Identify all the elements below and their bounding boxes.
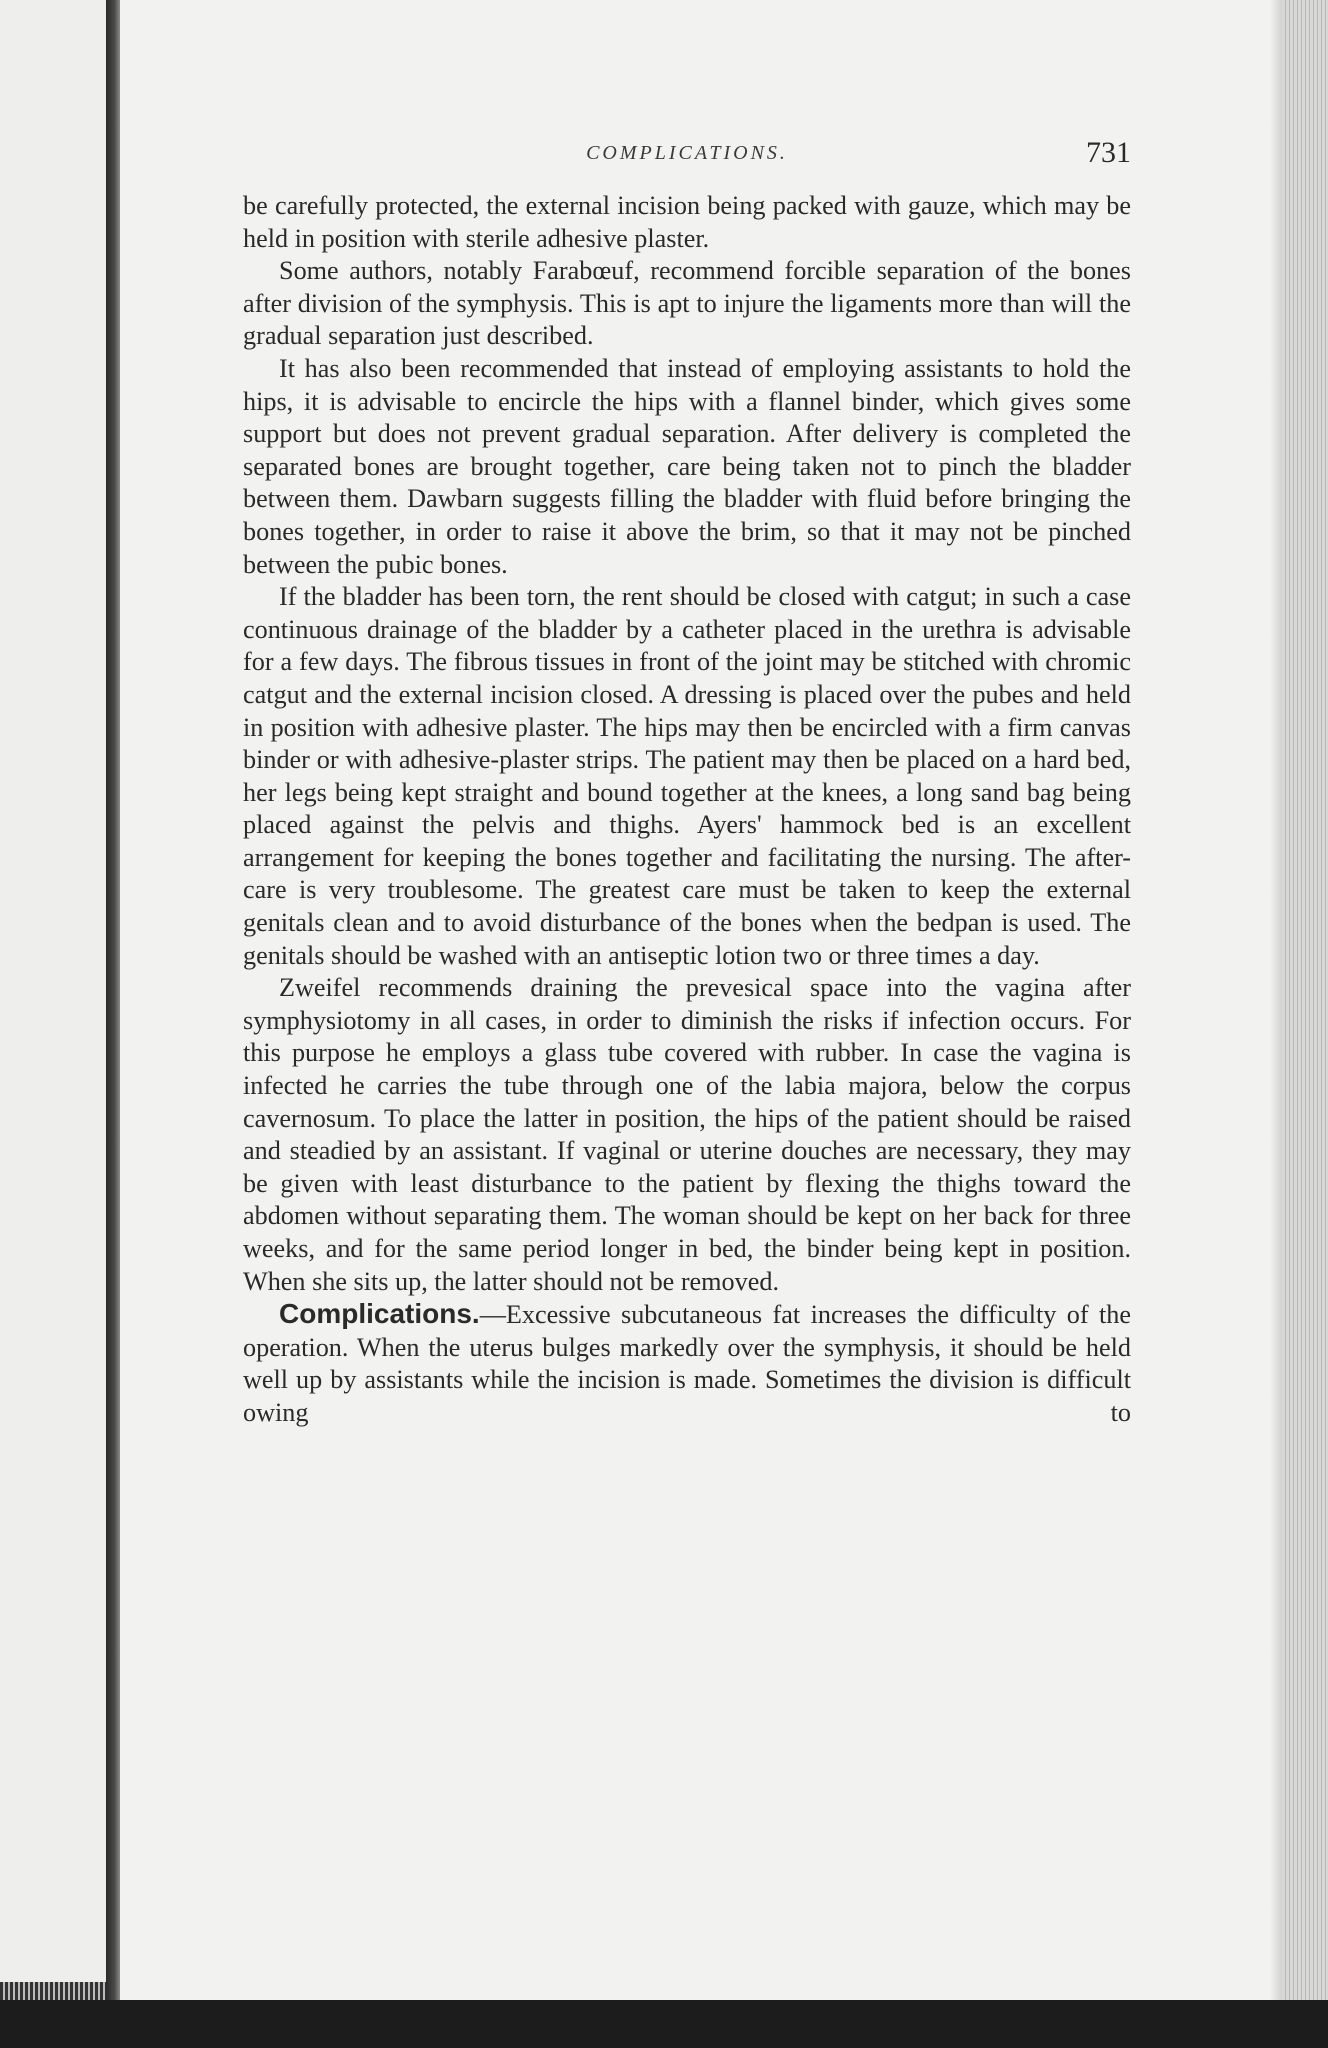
scan-bottom-border [0,2000,1328,2048]
paragraph-complications [243,1298,1131,1429]
book-edge-bottom [0,1982,106,2000]
page-number: 731 [1086,136,1131,169]
section-text: —Excessive subcutaneous fat increases the difficulty of the operation. When the uterus bulges markedly over the symphysis, it should be held well up by assistants while the incision is made. Sometimes the division is difficult owing to [243,1300,1131,1427]
book-edge [1282,0,1328,2048]
paragraph-3: It has also been recommended that instead of employing assistants to hold the hips, it is advisable to encircle the hips with a flannel binder, which gives some support but does not prevent gradual separation. After delivery is completed the separated bones are brought together, care being taken not to pinch the bladder between them. Dawbarn suggests filling the bladder with fluid before bringing the bones together, in order to raise it above the brim, so that it may not be pinched between the pubic bones. [243,353,1131,579]
running-head [243,134,1131,190]
book-gutter [106,0,120,2048]
paragraph-1: be carefully protected, the external incision being packed with gauze, which may be held in position with sterile adhesive plaster. [243,191,1131,253]
paragraph-5: Zweifel recommends draining the prevesical space into the vagina after symphysiotomy in all cases, in order to diminish the risks if infection occurs. For this purpose he employs a glass tube covered with rubber. In case the vagina is infected he carries the tube through one of the labia majora, below the corpus cavernosum. To place the latter in position, the hips of the patient should be raised and steadied by an assistant. If vaginal or uterine douches are necessary, they may be given with least disturbance to the patient by flexing the thighs toward the abdomen without separating them. The woman should be kept on her back for three weeks, and for the same period longer in bed, the binder being kept in position. When she sits up, the latter should not be removed. [243,973,1131,1296]
page-edge-shadow [1270,0,1282,2048]
page-text [243,134,1131,1430]
paragraph-2: Some authors, notably Farabœuf, recommend forcible separation of the bones after division of the symphysis. This is apt to injure the ligaments more than will the gradual separation just described. [243,256,1131,351]
paragraph-4: If the bladder has been torn, the rent should be closed with catgut; in such a case continuous drainage of the bladder by a catheter placed in the urethra is advisable for a few days. The fibrous tissues in front of the joint may be stitched with chromic catgut and the external incision closed. A dressing is placed over the pubes and held in position with adhesive plaster. The hips may then be encircled with a firm canvas binder or with adhesive-plaster strips. The patient may then be placed on a hard bed, her legs being kept straight and bound together at the knees, a long sand bag being placed against the pelvis and thighs. Ayers' hammock bed is an excellent arrangement for keeping the bones together and facilitating the nursing. The after-care is very troublesome. The greatest care must be taken to keep the external genitals clean and to avoid disturbance of the bones when the bedpan is used. The genitals should be washed with an antiseptic lotion two or three times a day. [243,582,1131,970]
left-margin [0,0,106,2048]
running-head-title: COMPLICATIONS. [586,142,788,164]
section-heading: Complications. [279,1298,480,1330]
